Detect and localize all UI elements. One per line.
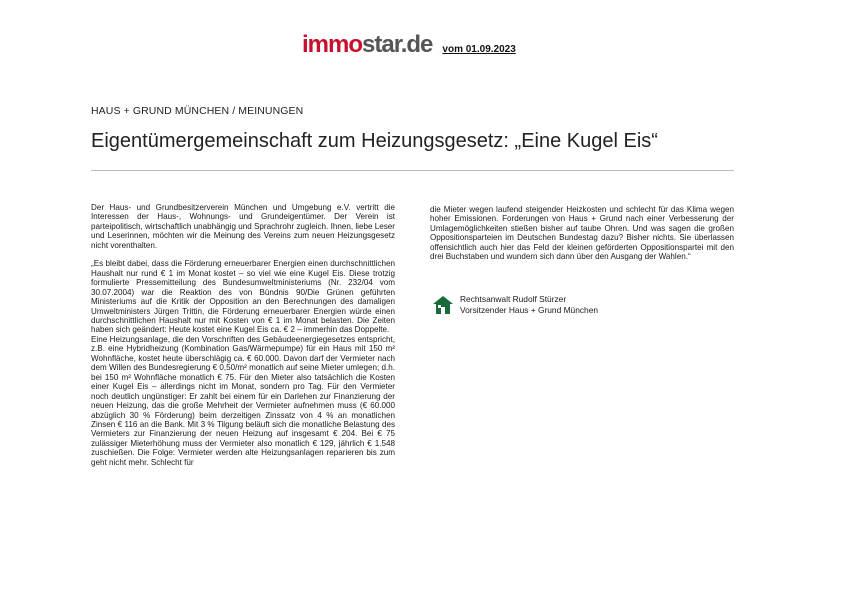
section-label: HAUS + GRUND MÜNCHEN / MEINUNGEN	[91, 105, 304, 117]
signature	[432, 294, 598, 315]
house-icon	[432, 295, 454, 315]
author-name: Rechtsanwalt Rudolf Stürzer	[460, 294, 567, 304]
masthead	[302, 33, 516, 59]
headline: Eigentümergemeinschaft zum Heizungsgesetz: „Eine Kugel Eis“	[91, 130, 658, 152]
intro-paragraph: Der Haus- und Grundbesitzerverein München und Umgebung e.V. vertritt die Interessen der Haus-, Wohnungs- und Grundeigentümer. Der Verein ist parteipolitisch, wirtschaftlich unabhängig und Sprachrohr zugleich. Ihnen, liebe Leser und Leserinnen, möchten wir die Meinung des Vereins zum neuen Heizungsgesetz nicht vorenthalten.	[91, 203, 395, 250]
signature-text	[460, 294, 598, 315]
divider	[91, 170, 734, 171]
body-paragraph-2: Eine Heizungsanlage, die den Vorschriften des Gebäudeenergiegesetzes entspricht, z.B. eine Hybridheizung (Kombination Gas/Wärmepumpe) für ein Haus mit 150 m² Wohnfläche, kostet heute überschlägig ca. € 60.000. Davon darf der Vermieter nach dem Willen des Bundesregierung € 0,50/m² monatlich auf seine Mieter umlegen; d.h. bei 150 m² Wohnfläche monatlich € 75. Für den Mieter also tatsächlich die Kosten einer Kugel Eis – allerdings nicht im Monat, sondern pro Tag. Für den Vermieter noch deutlich ungünstiger: Er zahlt bei einem für ein Darlehen zur Finanzierung der neuen Heizung, das die große Mehrheit der Vermieter aufnehmen muss (€ 60.000 abzüglich 30 % Förderung) beim derzeitigen Zinssatz von 4 % an monatlichen Zinsen € 116 an die Bank. Mit 3 % Tilgung beläuft sich die monatliche Belastung des Vermieters zur Finanzierung der neuen Heizung auf insgesamt € 204. Bei € 75 zulässiger Mieterhöhung muss der Vermieter also monatlich € 129, jährlich € 1.548 zuschießen. Die Folge: Vermieter werden alte Heizungsanlagen reparieren bis zum geht nicht mehr. Schlecht für	[91, 334, 395, 467]
immostar-logo: immostar.de	[302, 31, 433, 58]
article-column-right	[430, 205, 734, 262]
body-paragraph-1: „Es bleibt dabei, dass die Förderung erneuerbarer Energien einen durchschnittlichen Haushalt nur rund € 1 im Monat kostet – so viel wie eine Kugel Eis. Diese trotzig formulierte Pressemitteilung des Bundesumweltministeriums (Nr. 232/04 vom 30.07.2004) war die Reaktion des von Bündnis 90/Die Grünen geführten Ministeriums auf die Kritik der Opposition an den Berechnungen des damaligen Umweltministers Jürgen Trittin, die Förderung erneuerbarer Energien würde einen durchschnittlichen Haushalt nur mit Kosten von € 1 im Monat belasten. Die Zeiten haben sich geändert: Heute kostet eine Kugel Eis ca. € 2 – immerhin das Doppelte.	[91, 259, 395, 335]
publication-date: vom 01.09.2023	[442, 44, 516, 55]
body-paragraph-3: die Mieter wegen laufend steigender Heizkosten und schlecht für das Klima wegen hoher Emissionen. Forderungen von Haus + Grund nach einer Verbesserung der Umlagemöglichkeiten stießen bisher auf taube Ohren. Und was sagen die großen Oppositionsparteien im Deutschen Bundestag dazu? Bisher nichts. Sie überlassen offensichtlich auch hier das Feld der kleinen geförderten Oppositionspartei mit den drei Buchstaben und wundern sich dann über den Ausgang der Wahlen.“	[430, 205, 734, 262]
author-role: Vorsitzender Haus + Grund München	[460, 304, 599, 315]
article-column-left	[91, 203, 395, 467]
